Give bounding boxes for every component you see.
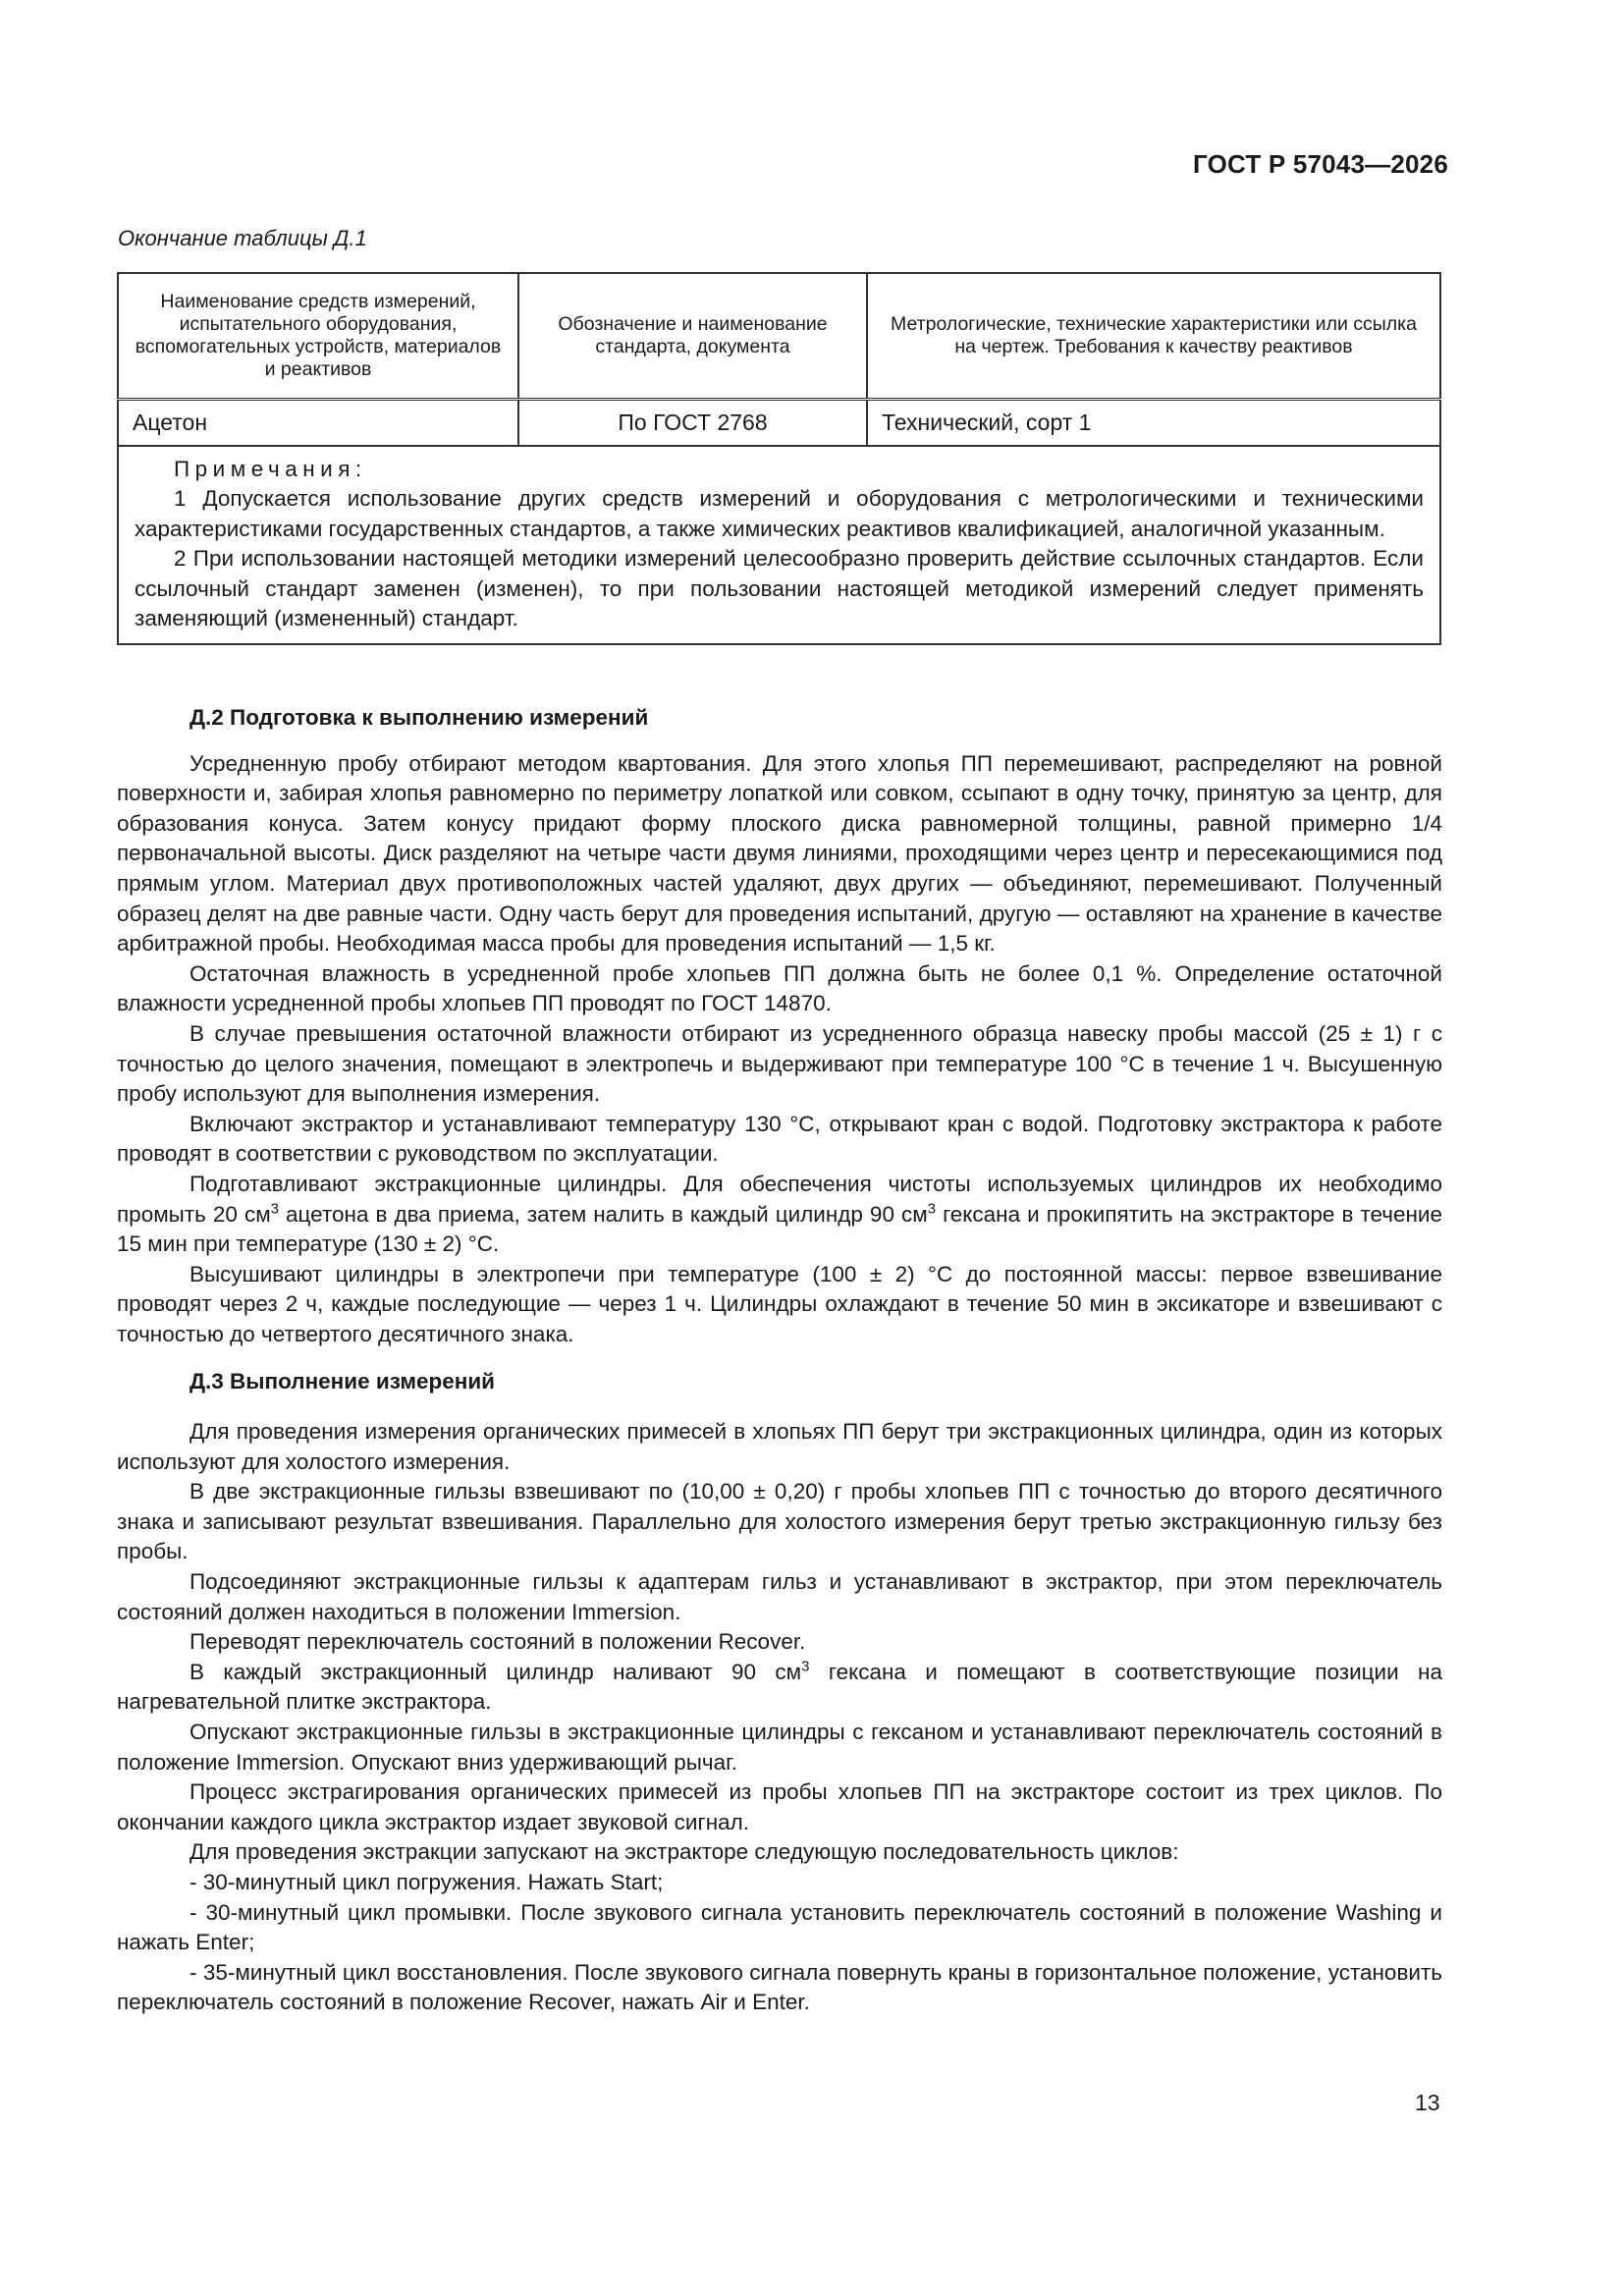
cell-characteristics: Технический, сорт 1 bbox=[867, 400, 1440, 447]
list-item: - 30-минутный цикл промывки. После звукового сигнала установить переключатель состояний в положение Washing и нажать Enter; bbox=[117, 1899, 1442, 1955]
column-header-name: Наименование средств измерений, испытательного оборудования, вспомогательных устройств, материалов и реактивов bbox=[118, 273, 518, 400]
column-header-characteristics: Метрологические, технические характеристики или ссылка на чертеж. Требования к качеству реактивов bbox=[867, 273, 1440, 400]
table-notes-row bbox=[118, 446, 1440, 644]
note-item: 1 Допускается использование других средств измерений и оборудования с метрологическими и техническими характеристиками государственных стандартов, а также химических реактивов квалификацией, аналогичной указанным. bbox=[135, 486, 1424, 541]
paragraph: Процесс экстрагирования органических примесей из пробы хлопьев ПП на экстракторе состоит из трех циклов. По окончании каждого цикла экстрактор издает звуковой сигнал. bbox=[117, 1779, 1442, 1834]
paragraph: Усредненную пробу отбирают методом квартования. Для этого хлопья ПП перемешивают, распределяют на ровной поверхности и, забирая хлопья равномерно по периметру лопаткой или совком, ссыпают в одну точку, принятую за центр, для образования конуса. Затем конусу придают форму плоского диска равномерной толщины, равной примерно 1/4 первоначальной высоты. Диск разделяют на четыре части двумя линиями, проходящими через центр и пересекающимися под прямым углом. Материал двух противоположных частей удаляют, двух других — объединяют, перемешивают. Полученный образец делят на две равные части. Одну часть берут для проведения испытаний, другую — оставляют на хранение в качестве арбитражной пробы. Необходимая масса пробы для проведения испытаний — 1,5 кг. bbox=[117, 750, 1442, 957]
cell-name: Ацетон bbox=[118, 400, 518, 447]
paragraph: Переводят переключатель состояний в положении Recover. bbox=[189, 1629, 806, 1655]
section-heading: Д.3 Выполнение измерений bbox=[189, 1369, 495, 1394]
paragraph: В случае превышения остаточной влажности отбирают из усредненного образца навеску пробы массой (25 ± 1) г с точностью до целого значения, помещают в электропечь и выдерживают при температуре 100 °С в течение 1 ч. Высушенную пробу используют для выполнения измерения. bbox=[117, 1020, 1442, 1107]
paragraph-text: ацетона в два приема, затем налить в каждый цилиндр 90 см bbox=[279, 1201, 928, 1227]
paragraph bbox=[117, 1170, 1442, 1260]
table-header-row bbox=[118, 273, 1440, 400]
paragraph: Для проведения экстракции запускают на экстракторе следующую последовательность циклов: bbox=[189, 1839, 1179, 1865]
note-item: 2 При использовании настоящей методики измерений целесообразно проверить действие ссылочных стандартов. Если ссылочный стандарт заменен (изменен), то при пользовании настоящей методикой измерений следует применять заменяющий (измененный) стандарт. bbox=[135, 546, 1424, 630]
notes-title: Примечания: bbox=[174, 457, 367, 481]
paragraph-text: В каждый экстракционный цилиндр наливают 90 см bbox=[189, 1659, 802, 1684]
paragraph: Остаточная влажность в усредненной пробе хлопьев ПП должна быть не более 0,1 %. Определение остаточной влажности усредненной пробы хлопьев ПП проводят по ГОСТ 14870. bbox=[117, 960, 1442, 1016]
column-header-standard: Обозначение и наименование стандарта, документа bbox=[518, 273, 867, 400]
body-text bbox=[117, 703, 1442, 2018]
equipment-table bbox=[117, 272, 1439, 645]
table-caption: Окончание таблицы Д.1 bbox=[118, 226, 367, 250]
table-notes bbox=[118, 446, 1440, 644]
paragraph-text: Подготавливают экстракционные цилиндры. Для обеспечения чистоты используемых цилиндров их необходимо промыть 20 см bbox=[117, 1171, 1442, 1227]
superscript: 3 bbox=[270, 1200, 280, 1217]
page-number: 13 bbox=[1415, 2090, 1440, 2115]
paragraph: В две экстракционные гильзы взвешивают по (10,00 ± 0,20) г пробы хлопьев ПП с точностью до второго десятичного знака и записывают результат взвешивания. Параллельно для холостого измерения берут третью экстракционную гильзу без пробы. bbox=[117, 1479, 1442, 1564]
superscript: 3 bbox=[801, 1658, 810, 1675]
list-item: - 35-минутный цикл восстановления. После звукового сигнала повернуть краны в горизонтальное положение, установить переключатель состояний в положение Recover, нажать Air и Enter. bbox=[117, 1959, 1442, 2015]
paragraph: Опускают экстракционные гильзы в экстракционные цилиндры с гексаном и устанавливают переключатель состояний в положение Immersion. Опускают вниз удерживающий рычаг. bbox=[117, 1720, 1442, 1775]
paragraph bbox=[117, 1658, 1442, 1718]
table-row bbox=[118, 400, 1440, 447]
paragraph-text: гексана и помещают в соответствующие позиции на нагревательной плитке экстрактора. bbox=[117, 1659, 1442, 1715]
section-heading: Д.2 Подготовка к выполнению измерений bbox=[189, 705, 649, 730]
paragraph: Включают экстрактор и устанавливают температуру 130 °С, открывают кран с водой. Подготовку экстрактора к работе проводят в соответствии с руководством по эксплуатации. bbox=[117, 1111, 1442, 1167]
document-code: ГОСТ Р 57043—2026 bbox=[1193, 149, 1448, 179]
list-item: - 30-минутный цикл погружения. Нажать Start; bbox=[189, 1869, 664, 1894]
paragraph-text: гексана и прокипятить на экстракторе в течение 15 мин при температуре (130 ± 2) °С. bbox=[117, 1201, 1443, 1257]
cell-standard: По ГОСТ 2768 bbox=[518, 400, 867, 447]
paragraph: Для проведения измерения органических примесей в хлопьях ПП берут три экстракционных цилиндра, один из которых используют для холостого измерения. bbox=[117, 1419, 1442, 1474]
paragraph: Высушивают цилиндры в электропечи при температуре (100 ± 2) °С до постоянной массы: первое взвешивание проводят через 2 ч, каждые последующие — через 1 ч. Цилиндры охлаждают в течение 50 мин в эксикаторе и взвешивают с точностью до четвертого десятичного знака. bbox=[117, 1261, 1442, 1346]
paragraph: Подсоединяют экстракционные гильзы к адаптерам гильз и устанавливают в экстрактор, при этом переключатель состояний должен находиться в положении Immersion. bbox=[117, 1569, 1442, 1624]
superscript: 3 bbox=[927, 1200, 937, 1217]
